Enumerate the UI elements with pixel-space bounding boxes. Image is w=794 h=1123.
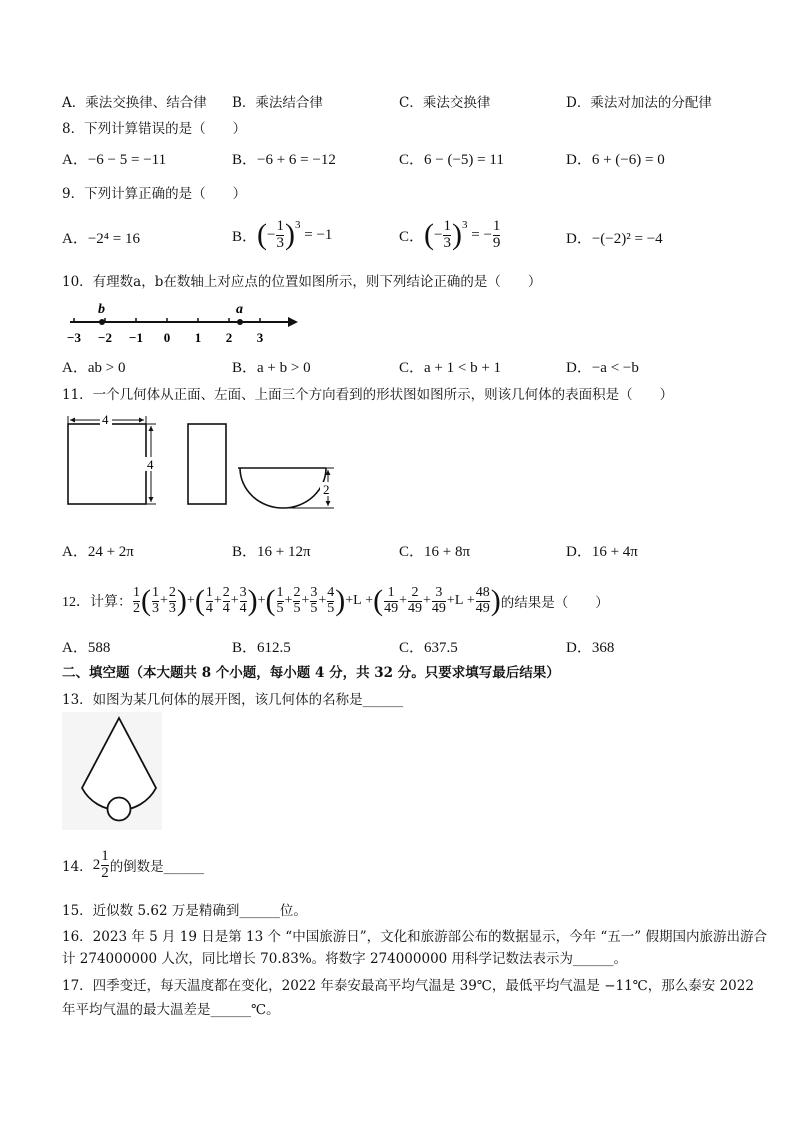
q12-option-b: B．612.5 xyxy=(232,640,291,656)
axis-tick-label: 0 xyxy=(163,330,171,345)
dim-depth-label: 2 xyxy=(323,482,330,497)
q9-option-d xyxy=(566,227,663,248)
q11-option-c: C．16 + 8π xyxy=(399,544,471,560)
q10-stem: 10．有理数a，b在数轴上对应点的位置如图所示，则下列结论正确的是（ ） xyxy=(62,274,542,290)
dim-height-label: 4 xyxy=(147,457,154,472)
axis-tick-label: 3 xyxy=(256,330,264,345)
q10-option-b: B．a + b > 0 xyxy=(232,360,311,376)
q11-option-d: D．16 + 4π xyxy=(566,544,638,560)
point-a-dot xyxy=(237,319,243,325)
front-view-square xyxy=(68,424,146,504)
top-view-semicircle xyxy=(240,468,326,508)
point-a-label: a xyxy=(236,302,243,317)
q16-line-2: 计 274000000 人次，同比增长 70.83%。将数字 274000000 用科学记数法表示为______。 xyxy=(62,951,628,967)
point-b-dot xyxy=(99,319,105,325)
q10-option-c: C．a + 1 < b + 1 xyxy=(399,360,502,376)
q10-option-d: D．−a < −b xyxy=(566,360,639,376)
q7-option-b: B．乘法结合律 xyxy=(232,95,323,111)
q9-option-b-label: B． xyxy=(232,228,258,245)
axis-tick-label: −3 xyxy=(67,330,81,345)
q9-option-a xyxy=(62,227,140,248)
q14-whole: 2 xyxy=(92,856,101,873)
q17-line-1: 17．四季变迁，每天温度都在变化，2022 年泰安最高平均气温是 39℃，最低平均气温是 −11℃，那么泰安 2022 xyxy=(62,978,754,994)
q9-option-d-label: D． xyxy=(566,231,592,247)
q7-option-d: D．乘法对加法的分配律 xyxy=(566,95,712,111)
dim-width-label: 4 xyxy=(102,412,109,427)
q13-net-figure xyxy=(62,712,162,832)
q8-option-d: D．6 + (−6) = 0 xyxy=(566,152,665,168)
q9-option-c: C． ( − $\frac{1}{3}$ ) $^3$ = − $\frac{1}{9}$ xyxy=(399,217,501,251)
q14-suffix: 的倒数是______ xyxy=(109,859,205,875)
q15-stem: 15．近似数 5.62 万是精确到______位。 xyxy=(62,903,307,919)
q8-option-c: C．6 − (−5) = 11 xyxy=(399,152,504,168)
q8-option-b: B．−6 + 6 = −12 xyxy=(232,152,336,168)
q11-option-a: A．24 + 2π xyxy=(62,544,134,560)
q12-prefix: 12．计算： xyxy=(62,595,132,610)
q11-three-views xyxy=(62,410,342,520)
q16-line-1: 16．2023 年 5 月 19 日是第 13 个 “中国旅游日”，文化和旅游部公布的数据显示，今年 “五一” 假期国内旅游出游合 xyxy=(62,929,767,945)
axis-tick-label: −1 xyxy=(129,330,143,345)
q12-option-c: C．637.5 xyxy=(399,640,458,656)
q12-option-a: A．588 xyxy=(62,640,111,656)
q12-ellipsis-2: +L xyxy=(446,593,464,608)
axis-tick-label: 2 xyxy=(225,330,233,345)
axis-tick-label: −2 xyxy=(98,330,112,345)
q9-option-c-label: C． xyxy=(399,228,425,245)
q8-stem: 8．下列计算错误的是（ ） xyxy=(62,121,247,137)
left-view-rectangle xyxy=(188,424,226,504)
q9-option-a-label: A． xyxy=(62,231,88,247)
q13-stem: 13．如图为某几何体的展开图，该几何体的名称是______ xyxy=(62,692,404,708)
q14-fraction: $\frac{1}{2}$ xyxy=(101,847,109,881)
q14-line xyxy=(62,845,204,885)
q12-expression: 12．计算： $\frac{1}{2}$ ( $\frac{1}{3}$ + $\frac{2}{3}$ ) + ( $\frac{1}{4}$ + $\frac{2}{4}$ + $\frac{3}{4}$ ) + ( $\frac{1}{5}$ + $\frac{2}{5}$ + $\frac{3}{5}$ + $\frac{4}{5}$ ) +L + ( $\frac{1}{49}$ + $\frac{2}{49}$ + $\frac{3}{49}$ +L + $\frac{48}{49}$ ) 的结果是（ ） xyxy=(62,584,609,617)
q12-option-d: D．368 xyxy=(566,640,615,656)
q7-option-c: C．乘法交换律 xyxy=(399,95,491,111)
base-circle xyxy=(108,798,131,821)
q10-option-a: A．ab > 0 xyxy=(62,360,126,376)
q9-stem: 9．下列计算正确的是（ ） xyxy=(62,186,247,202)
q9-option-a-expr: −2⁴ = 16 xyxy=(87,231,140,247)
q9-option-d-expr: −(−2)² = −4 xyxy=(591,231,663,247)
q11-stem: 11．一个几何体从正面、左面、上面三个方向看到的形状图如图所示，则该几何体的表面积是（ ） xyxy=(62,387,674,403)
q12-ellipsis-1: +L xyxy=(345,593,362,608)
q12-suffix: 的结果是（ ） xyxy=(500,595,609,611)
q7-option-a: A．乘法交换律、结合律 xyxy=(62,95,207,111)
axis-tick-label: 1 xyxy=(194,330,202,345)
q17-line-2: 年平均气温的最大温差是______℃。 xyxy=(62,1002,280,1018)
q10-number-line xyxy=(62,296,302,346)
section-2-heading: 二、填空题（本大题共 8 个小题，每小题 4 分，共 32 分。只要求填写最后结果） xyxy=(62,665,560,681)
q8-option-a: A．−6 − 5 = −11 xyxy=(62,152,167,168)
q14-prefix: 14． xyxy=(62,859,93,875)
point-b-label: b xyxy=(98,302,105,317)
q11-option-b: B．16 + 12π xyxy=(232,544,311,560)
q9-option-b: B． ( − $\frac{1}{3}$ ) $^3$ = −1 xyxy=(232,217,333,251)
